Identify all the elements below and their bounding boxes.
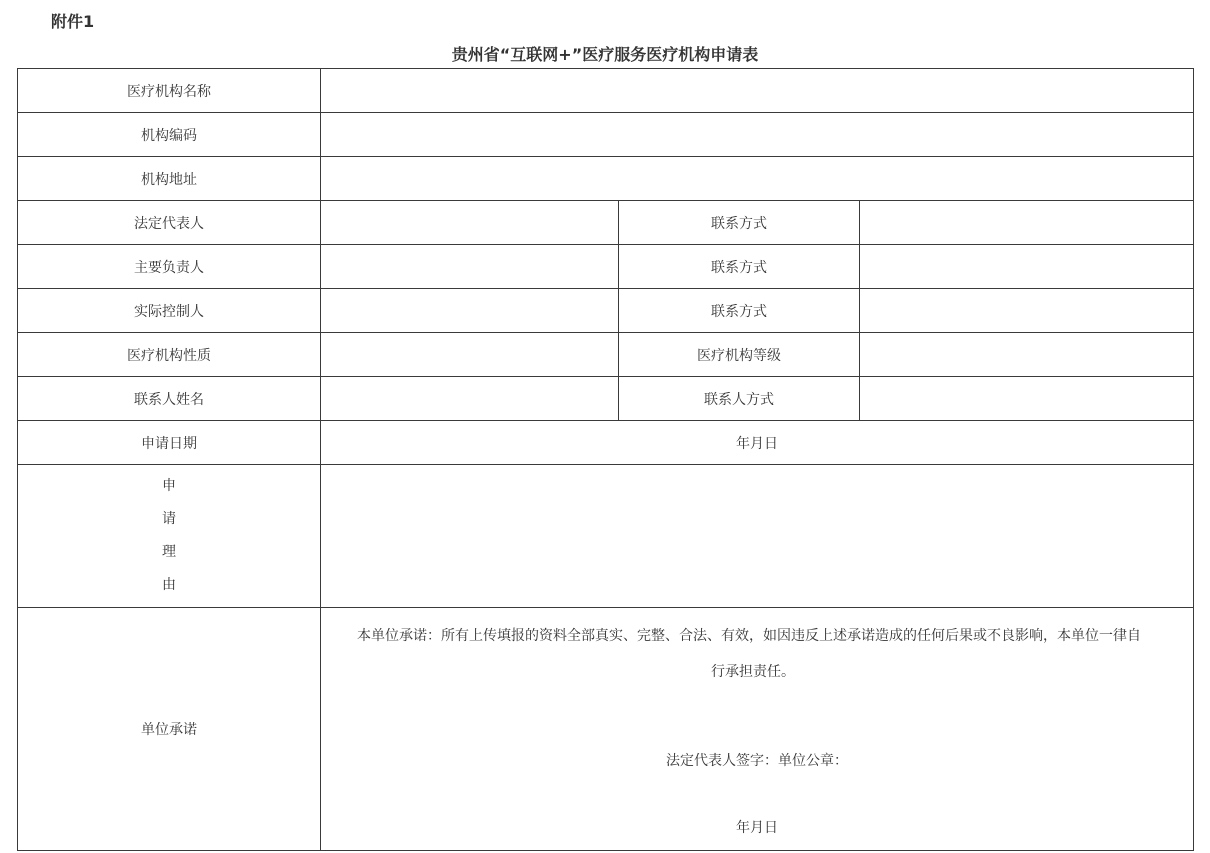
row-institution-code bbox=[18, 113, 1194, 157]
row-principal bbox=[18, 245, 1194, 289]
pledge-text-line1: 本单位承诺：所有上传填报的资料全部真实、完整、合法、有效，如因违反上述承诺造成的任何后果或不良影响，本单位一律自 bbox=[357, 628, 1141, 644]
field-reason[interactable] bbox=[321, 465, 1194, 608]
pledge-signature[interactable]: 法定代表人签字：单位公章： bbox=[666, 753, 848, 769]
field-contact-method[interactable] bbox=[860, 377, 1194, 421]
reason-char: 理 bbox=[162, 544, 176, 560]
label-institution-code: 机构编码 bbox=[18, 113, 321, 157]
row-legal-rep bbox=[18, 201, 1194, 245]
label-institution-name: 医疗机构名称 bbox=[18, 69, 321, 113]
pledge-text bbox=[357, 618, 1185, 690]
row-controller bbox=[18, 289, 1194, 333]
reason-char: 申 bbox=[162, 478, 176, 494]
row-pledge bbox=[18, 608, 1194, 851]
row-contact bbox=[18, 377, 1194, 421]
label-legal-rep-contact: 联系方式 bbox=[619, 201, 860, 245]
field-institution-address[interactable] bbox=[321, 157, 1194, 201]
label-nature: 医疗机构性质 bbox=[18, 333, 321, 377]
label-apply-date: 申请日期 bbox=[18, 421, 321, 465]
reason-char: 由 bbox=[162, 577, 176, 593]
field-apply-date[interactable]: 年月日 bbox=[321, 421, 1194, 465]
field-principal-contact[interactable] bbox=[860, 245, 1194, 289]
label-reason bbox=[18, 465, 321, 608]
form-title: 贵州省“互联网+”医疗服务医疗机构申请表 bbox=[451, 45, 759, 64]
field-institution-name[interactable] bbox=[321, 69, 1194, 113]
label-principal: 主要负责人 bbox=[18, 245, 321, 289]
row-reason bbox=[18, 465, 1194, 608]
label-contact-method: 联系人方式 bbox=[619, 377, 860, 421]
row-apply-date bbox=[18, 421, 1194, 465]
field-legal-rep[interactable] bbox=[321, 201, 619, 245]
row-nature-grade bbox=[18, 333, 1194, 377]
field-principal[interactable] bbox=[321, 245, 619, 289]
reason-char: 请 bbox=[162, 511, 176, 527]
row-institution-address bbox=[18, 157, 1194, 201]
field-controller[interactable] bbox=[321, 289, 619, 333]
label-controller-contact: 联系方式 bbox=[619, 289, 860, 333]
label-pledge: 单位承诺 bbox=[18, 608, 321, 851]
label-legal-rep: 法定代表人 bbox=[18, 201, 321, 245]
label-principal-contact: 联系方式 bbox=[619, 245, 860, 289]
label-institution-address: 机构地址 bbox=[18, 157, 321, 201]
field-nature[interactable] bbox=[321, 333, 619, 377]
label-controller: 实际控制人 bbox=[18, 289, 321, 333]
field-institution-code[interactable] bbox=[321, 113, 1194, 157]
field-legal-rep-contact[interactable] bbox=[860, 201, 1194, 245]
field-contact-name[interactable] bbox=[321, 377, 619, 421]
pledge-text-line2: 行承担责任。 bbox=[711, 664, 795, 680]
label-contact-name: 联系人姓名 bbox=[18, 377, 321, 421]
label-grade: 医疗机构等级 bbox=[619, 333, 860, 377]
application-form-table bbox=[17, 68, 1194, 851]
pledge-date[interactable]: 年月日 bbox=[736, 820, 778, 836]
attachment-label: 附件1 bbox=[51, 12, 95, 31]
field-grade[interactable] bbox=[860, 333, 1194, 377]
field-controller-contact[interactable] bbox=[860, 289, 1194, 333]
pledge-cell bbox=[321, 608, 1194, 851]
row-institution-name bbox=[18, 69, 1194, 113]
